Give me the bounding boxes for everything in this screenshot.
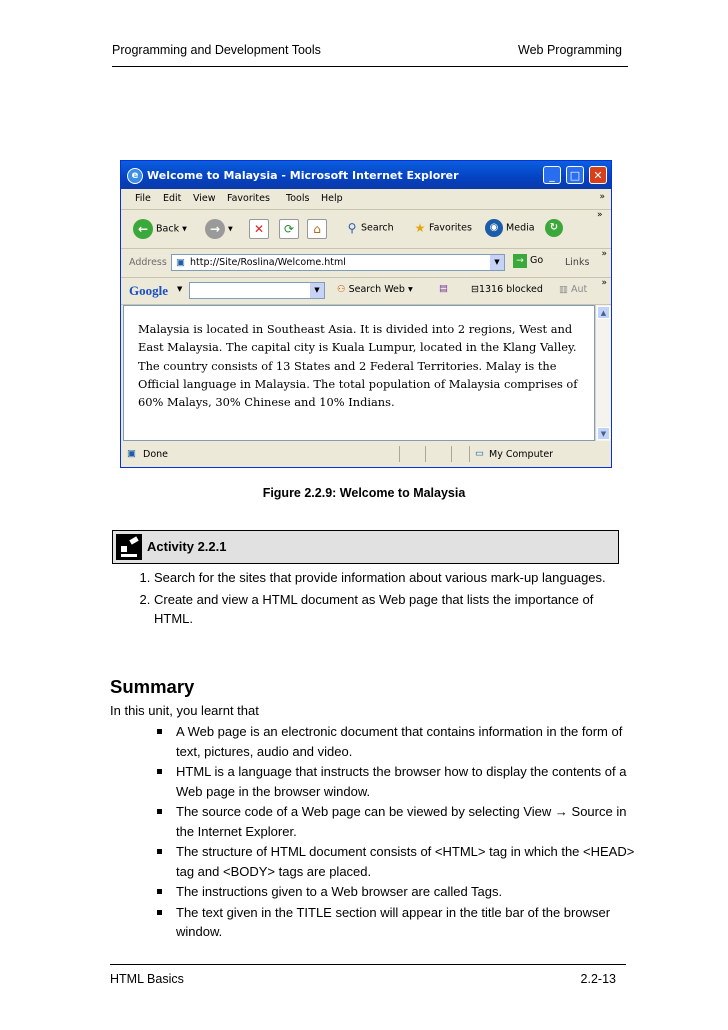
search-web-label: Search Web [348, 284, 405, 295]
back-button[interactable]: ← Back ▾ [133, 219, 187, 239]
pagerank-icon[interactable]: ▤ [439, 283, 448, 294]
forward-arrow-icon: → [205, 219, 225, 239]
media-label: Media [506, 222, 535, 234]
status-divider [425, 446, 426, 462]
maximize-icon[interactable]: □ [566, 166, 584, 184]
chevron-down-icon[interactable]: ▼ [490, 255, 504, 270]
google-chevron-icon[interactable]: » [601, 278, 607, 288]
page-header [112, 40, 628, 67]
status-bar [121, 442, 611, 467]
activity-list [128, 568, 634, 631]
blocked-count: 1316 blocked [478, 284, 543, 295]
address-input[interactable] [171, 254, 505, 271]
zone-text: My Computer [489, 449, 554, 460]
stop-icon: ✕ [249, 219, 269, 239]
browser-toolbar [121, 210, 611, 249]
list-item: 1. Search for the sites that provide information about various mark-up languages. [154, 568, 634, 588]
header-subject: Web Programming [518, 43, 622, 57]
google-dropdown-icon[interactable]: ▼ [310, 283, 324, 298]
autofill-icon: ▥ [559, 284, 568, 295]
toolbar-chevron-icon[interactable]: » [597, 210, 603, 220]
home-button[interactable] [307, 219, 327, 239]
refresh-button[interactable] [279, 219, 299, 239]
home-icon: ⌂ [307, 219, 327, 239]
menu-edit[interactable]: Edit [163, 193, 182, 204]
google-logo[interactable]: Google [129, 283, 168, 298]
summary-intro: In this unit, you learnt that [110, 703, 259, 718]
address-value: http://Site/Roslina/Welcome.html [190, 257, 346, 268]
favorites-label: Favorites [429, 222, 472, 234]
go-arrow-icon: → [513, 254, 527, 268]
header-course: Programming and Development Tools [112, 43, 321, 57]
media-button[interactable] [485, 219, 535, 237]
search-web-button[interactable]: ⚇ Search Web ▾ [337, 284, 413, 295]
list-item: A Web page is an electronic document that contains information in the form of text, pictures, audio and video. [176, 722, 646, 761]
list-item: The text given in the TITLE section will appear in the title bar of the browser window. [176, 903, 646, 942]
refresh-icon: ⟳ [279, 219, 299, 239]
chevron-right-icon[interactable]: » [599, 192, 605, 202]
list-item: The instructions given to a Web browser are called Tags. [176, 882, 646, 902]
browser-title: Welcome to Malaysia - Microsoft Internet Explorer [147, 169, 459, 182]
status-text: Done [143, 449, 168, 460]
menu-file[interactable]: File [135, 193, 151, 204]
status-divider [469, 446, 470, 462]
figure-caption: Figure 2.2.9: Welcome to Malaysia [262, 486, 466, 500]
page-footer [110, 964, 626, 986]
scroll-down-icon[interactable]: ▼ [597, 427, 610, 440]
scroll-up-icon[interactable]: ▲ [597, 306, 610, 319]
status-divider [399, 446, 400, 462]
back-label: Back [156, 223, 180, 235]
google-search-input[interactable] [189, 282, 325, 299]
search-label: Search [361, 222, 394, 234]
menu-favorites[interactable]: Favorites [227, 193, 270, 204]
status-divider [451, 446, 452, 462]
close-icon[interactable]: ✕ [589, 166, 607, 184]
menu-help[interactable]: Help [321, 193, 343, 204]
vertical-scrollbar[interactable] [595, 305, 611, 441]
list-item: HTML is a language that instructs the browser how to display the contents of a Web page in the browser window. [176, 762, 646, 801]
menu-bar [121, 189, 611, 210]
summary-list [152, 722, 646, 943]
minimize-icon[interactable]: _ [543, 166, 561, 184]
address-bar [121, 249, 611, 278]
popup-blocker[interactable] [471, 284, 543, 295]
stop-button[interactable] [249, 219, 269, 239]
favorites-button[interactable] [411, 219, 472, 237]
history-icon: ↻ [545, 219, 563, 237]
links-label[interactable]: Links [565, 257, 590, 268]
summary-heading: Summary [110, 676, 195, 697]
list-item: The structure of HTML document consists of <HTML> tag in which the <HEAD> tag and <BODY> tags are placed. [176, 842, 646, 881]
google-toolbar [121, 278, 611, 305]
page-number: 2.2-13 [580, 972, 616, 986]
list-item: 2. Create and view a HTML document as Web page that lists the importance of HTML. [154, 590, 634, 629]
links-chevron-icon[interactable]: » [601, 249, 607, 259]
history-button[interactable] [545, 219, 563, 237]
binoculars-icon: ⚇ [337, 284, 346, 295]
forward-button[interactable]: → ▾ [205, 219, 233, 239]
list-item: The source code of a Web page can be viewed by selecting View → Source in the Internet Explorer. [176, 802, 646, 841]
star-icon: ★ [414, 221, 426, 235]
autofill-button[interactable] [559, 284, 587, 295]
back-arrow-icon: ← [133, 219, 153, 239]
go-label: Go [530, 255, 544, 266]
page-icon: ▣ [176, 257, 185, 268]
search-icon: ⚲ [347, 221, 357, 235]
activity-box [112, 530, 619, 564]
globe-icon: ◉ [485, 219, 503, 237]
browser-window [120, 160, 612, 468]
google-menu-chevron-icon[interactable]: ▼ [177, 285, 183, 293]
activity-icon [116, 534, 142, 560]
page-content-text: Malaysia is located in Southeast Asia. It is divided into 2 regions, West and East Malaysia. The capital city is Kuala Lumpur, located in the Klang Valley. The country consists of 13 States and 2 Federal Territories. Malay is the Official language in Malaysia. The total population of Malaysia comprises of 60% Malays, 30% Chinese and 10% Indians. [138, 322, 578, 410]
footer-unit: HTML Basics [110, 972, 184, 986]
ie-logo-icon: e [127, 168, 143, 184]
page-content-area [123, 305, 595, 441]
popup-blocked-icon: ⊟ [471, 284, 479, 295]
menu-tools[interactable]: Tools [286, 193, 310, 204]
address-label: Address [129, 257, 167, 268]
browser-titlebar [121, 161, 611, 189]
autofill-label: Aut [571, 284, 588, 295]
status-page-icon: ▣ [127, 448, 136, 459]
activity-title: Activity 2.2.1 [147, 539, 227, 554]
computer-icon: ▭ [475, 448, 484, 459]
search-button[interactable] [343, 219, 394, 237]
go-button[interactable] [513, 254, 543, 268]
menu-view[interactable]: View [193, 193, 216, 204]
